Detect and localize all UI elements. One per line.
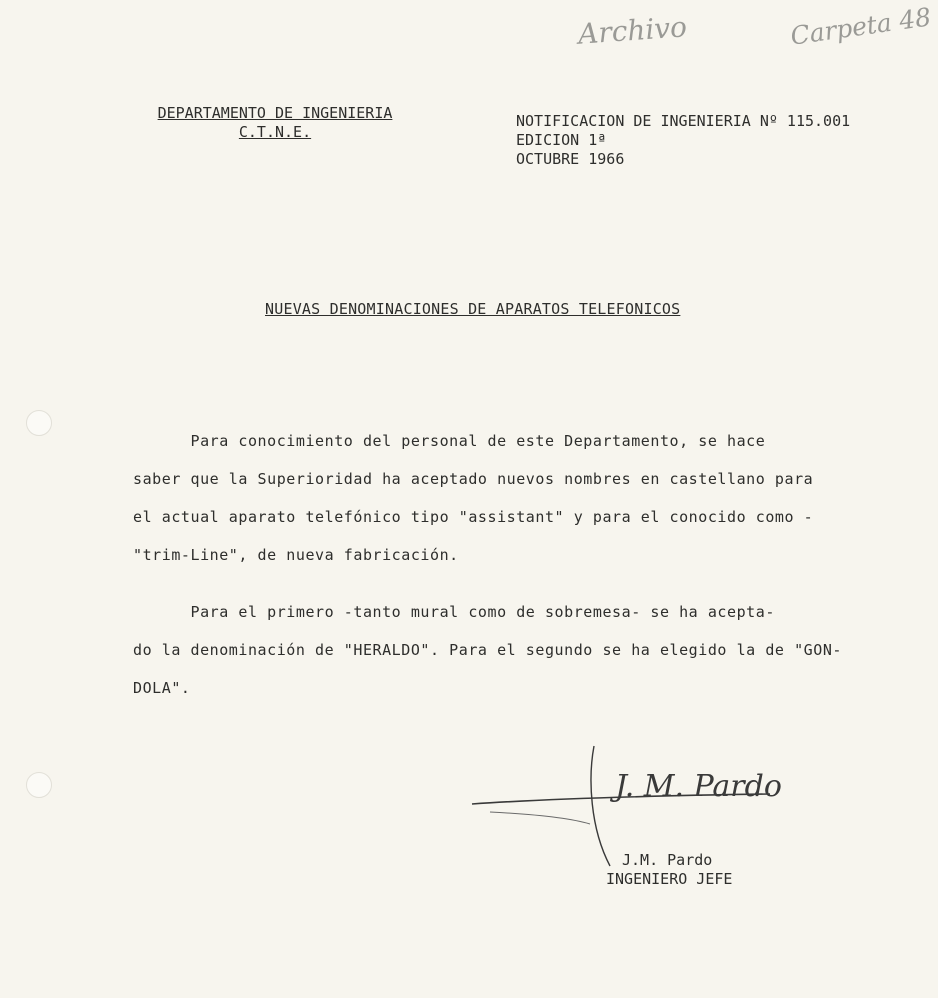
notification-number: NOTIFICACION DE INGENIERIA Nº 115.001 xyxy=(516,112,851,130)
organization-name: C.T.N.E. xyxy=(238,123,312,141)
department-heading xyxy=(140,104,410,142)
body-line: do la denominación de "HERALDO". Para el segundo se ha elegido la de "GON- xyxy=(133,641,842,659)
signature-scribble: J. M. Pardo xyxy=(615,769,782,804)
signatory-position: INGENIERO JEFE xyxy=(606,870,733,888)
body-line: el actual aparato telefónico tipo "assistant" y para el conocido como - xyxy=(133,508,814,526)
edition-label: EDICION 1ª xyxy=(516,131,607,149)
body-line: saber que la Superioridad ha aceptado nuevos nombres en castellano para xyxy=(133,470,814,488)
punch-hole xyxy=(26,410,52,436)
body-line: DOLA". xyxy=(133,679,191,697)
body-line: "trim-Line", de nueva fabricación. xyxy=(133,546,459,564)
handwritten-archivo-note: Archivo xyxy=(576,10,688,51)
document-title: NUEVAS DENOMINACIONES DE APARATOS TELEFONICOS xyxy=(265,300,681,318)
body-line: Para conocimiento del personal de este Departamento, se hace xyxy=(133,432,766,450)
handwritten-carpeta-note: Carpeta 48 xyxy=(788,2,933,51)
department-name: DEPARTAMENTO DE INGENIERIA xyxy=(157,104,393,122)
notification-block xyxy=(516,112,850,169)
signatory-name: J.M. Pardo xyxy=(622,851,713,869)
notification-date: OCTUBRE 1966 xyxy=(516,150,625,168)
punch-hole xyxy=(26,772,52,798)
body-line: Para el primero -tanto mural como de sobremesa- se ha acepta- xyxy=(133,603,775,621)
